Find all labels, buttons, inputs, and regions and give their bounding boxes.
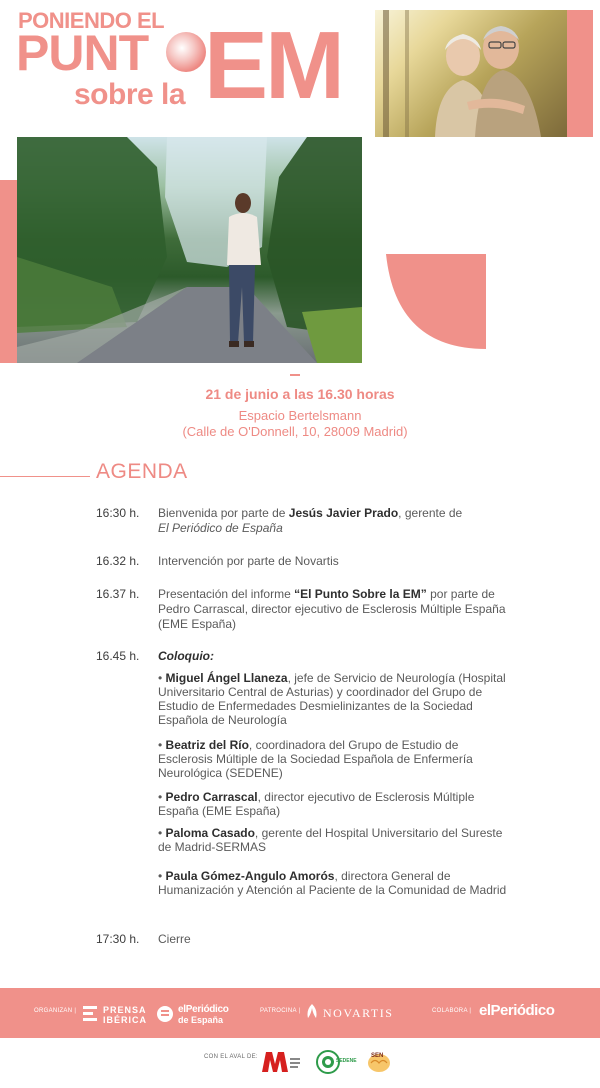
event-venue: Espacio Bertelsmann: [238, 408, 362, 423]
agenda-time: 16.32 h.: [96, 554, 140, 568]
agenda-text: Presentación del informe “El Punto Sobre la EM” por parte de Pedro Carrascal, director ejecutivo de Esclerosis Múltiple España (EME España): [158, 587, 506, 631]
colabora-label: COLABORA |: [432, 1008, 472, 1014]
accent-bar: [0, 180, 17, 363]
sen-logo: SEN: [366, 1050, 392, 1074]
agenda-time: 16.45 h.: [96, 649, 140, 663]
event-address: (Calle de O'Donnell, 10, 28009 Madrid): [182, 424, 408, 439]
sedene-logo: SEDENE: [316, 1050, 354, 1074]
list-item: • Miguel Ángel Llaneza, jefe de Servicio de Neurología (Hospital Universitario Central de Asturias) y coordinador del Grupo de Estudio de Enfermedades Desmielinizantes de la Sociedad Española de Neurología: [158, 671, 506, 727]
logo-title-punto: PUNT: [16, 25, 149, 81]
agenda-title: AGENDA: [96, 460, 188, 483]
divider: [290, 374, 300, 376]
agenda-text: Cierre: [158, 932, 191, 946]
divider: [0, 476, 90, 477]
m-logo-icon: [262, 1050, 302, 1074]
agenda-text: Bienvenida por parte de Jesús Javier Prado, gerente de El Periódico de España: [158, 506, 463, 535]
prensa-iberica-icon: [83, 1006, 97, 1022]
novartis-icon: [305, 1004, 319, 1020]
cell-o-icon: [166, 32, 206, 72]
logo-title-em: EM: [204, 12, 342, 119]
logo-title-line1: PONIENDO EL: [18, 8, 165, 33]
list-item: • Paula Gómez-Angulo Amorós, directora General de Humanización y Atención al Paciente de la Comunidad de Madrid: [158, 869, 507, 897]
agenda-time: 16.37 h.: [96, 587, 140, 601]
patrocina-label: PATROCINA |: [260, 1008, 301, 1014]
list-item: • Paloma Casado, gerente del Hospital Universitario del Sureste de Madrid-SERMAS: [158, 826, 503, 854]
event-date: 21 de junio a las 16.30 horas: [205, 386, 395, 402]
accent-bar: [567, 10, 593, 137]
list-item: • Pedro Carrascal, director ejecutivo de Esclerosis Múltiple España (EME España): [158, 790, 475, 818]
woman-walking-photo: [17, 137, 362, 363]
accent-square: [376, 254, 486, 361]
organizan-label: ORGANIZAN |: [34, 1008, 77, 1014]
elperiodico-logo: elPeriódico: [479, 1002, 555, 1019]
sponsors-band: ORGANIZAN | PRENSA IBÉRICA elPeriódico de España PATROCINA | NOVARTIS COLABORA | elPeriódico: [0, 988, 600, 1038]
agenda-time: 16:30 h.: [96, 506, 140, 520]
agenda-text: Intervención por parte de Novartis: [158, 554, 339, 568]
elperiodico-icon: [156, 1005, 174, 1023]
senior-couple-photo: [375, 10, 567, 137]
fundacion-logo: [262, 1050, 302, 1074]
list-item: • Beatriz del Río, coordinadora del Grupo de Estudio de Esclerosis Múltiple de la Sociedad Española de Enfermería Neurológica (SEDENE): [158, 738, 473, 780]
agenda-text: Coloquio:: [158, 649, 214, 663]
aval-label: CON EL AVAL DE:: [204, 1054, 258, 1060]
logo-title-sobre: sobre la: [74, 78, 186, 111]
agenda-time: 17:30 h.: [96, 932, 140, 946]
